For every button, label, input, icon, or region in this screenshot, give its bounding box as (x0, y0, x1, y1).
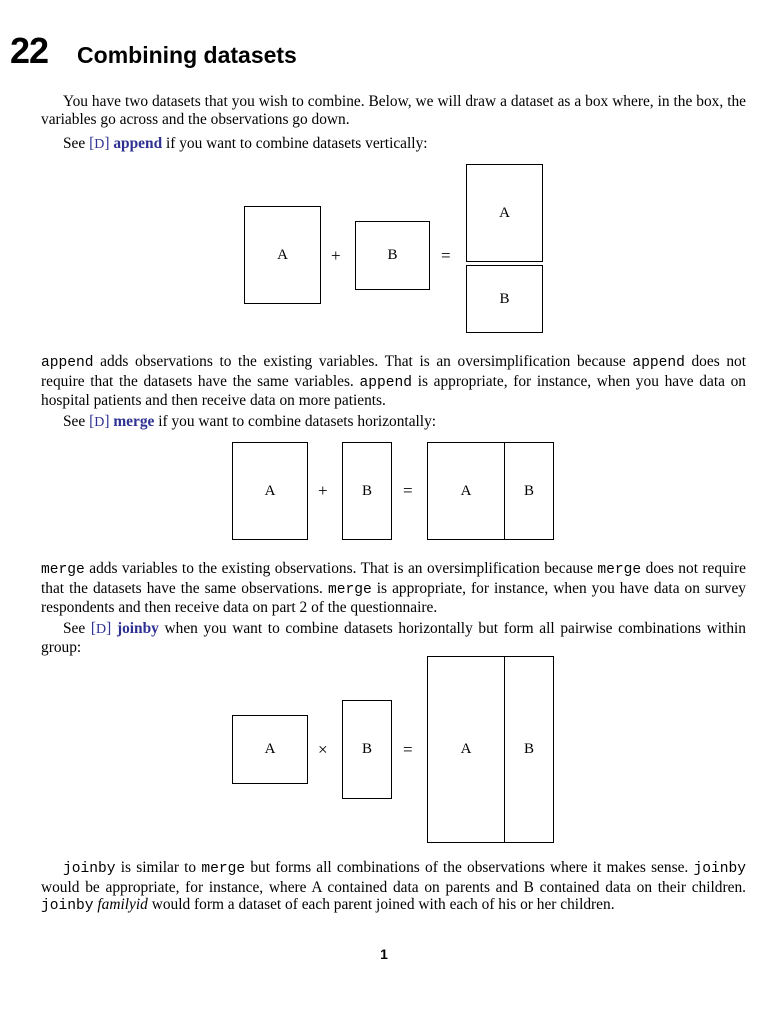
see-merge-line: See [D] merge if you want to combine datasets horizontally: (63, 413, 437, 430)
see-text: See (63, 620, 86, 637)
dataset-b-box: B (342, 700, 392, 799)
joinby-link[interactable]: joinby (116, 620, 159, 637)
see-text: See (63, 413, 86, 430)
dataset-b-box: B (355, 221, 430, 290)
merge-link[interactable]: merge (113, 413, 155, 430)
joinby-paragraph: joinby is similar to merge but forms all combinations of the observations where it makes sense. joinby would be appropriate, for instance, where A contained data on parents and B contained data on their children. joinby familyid would form a dataset of each parent joined with each of his or her children. (41, 859, 746, 915)
see-text: See (63, 135, 86, 152)
append-link[interactable]: append (113, 135, 163, 152)
equals-operator: = (403, 481, 413, 500)
dataset-a-box: A (232, 715, 308, 784)
plus-operator: + (318, 481, 328, 500)
result-left-box: A (427, 442, 505, 540)
intro-paragraph: You have two datasets that you wish to combine. Below, we will draw a dataset as a box where, in the box, the variables go across and the observations go down. (41, 93, 746, 128)
merge-paragraph: merge adds variables to the existing observations. That is an oversimplification because merge does not require that the datasets have the same observations. merge is appropriate, for instance, when you have data on survey respondents and then receive data on part 2 of the questionnaire. (41, 560, 747, 617)
result-bottom-box: B (466, 265, 543, 333)
chapter-heading (10, 30, 297, 72)
see-append-line: See [D] append if you want to combine datasets vertically: (63, 135, 428, 152)
result-right-box: B (504, 442, 554, 540)
dataset-b-box: B (342, 442, 392, 540)
equals-operator: = (403, 740, 413, 759)
result-right-box: B (504, 656, 554, 843)
result-left-box: A (427, 656, 505, 843)
times-operator: × (318, 740, 328, 759)
see-joinby-line: See [D] joinby when you want to combine datasets horizontally but form all pairwise combinations within group: (41, 620, 747, 656)
chapter-title: Combining datasets (77, 42, 297, 68)
dataset-a-box: A (244, 206, 321, 304)
manual-ref: D (96, 622, 107, 637)
manual-ref: D (94, 415, 105, 430)
manual-ref: D (94, 137, 105, 152)
dataset-a-box: A (232, 442, 308, 540)
chapter-number: 22 (10, 30, 49, 71)
result-top-box: A (466, 164, 543, 262)
page-number: 1 (380, 946, 388, 962)
plus-operator: + (331, 246, 341, 265)
equals-operator: = (441, 246, 451, 265)
variable-familyid: familyid (97, 896, 148, 914)
append-paragraph: append adds observations to the existing variables. That is an oversimplification because append does not require that the datasets have the same variables. append is appropriate, for instance, when you have data on hospital patients and then receive data on more patients. (41, 353, 747, 410)
